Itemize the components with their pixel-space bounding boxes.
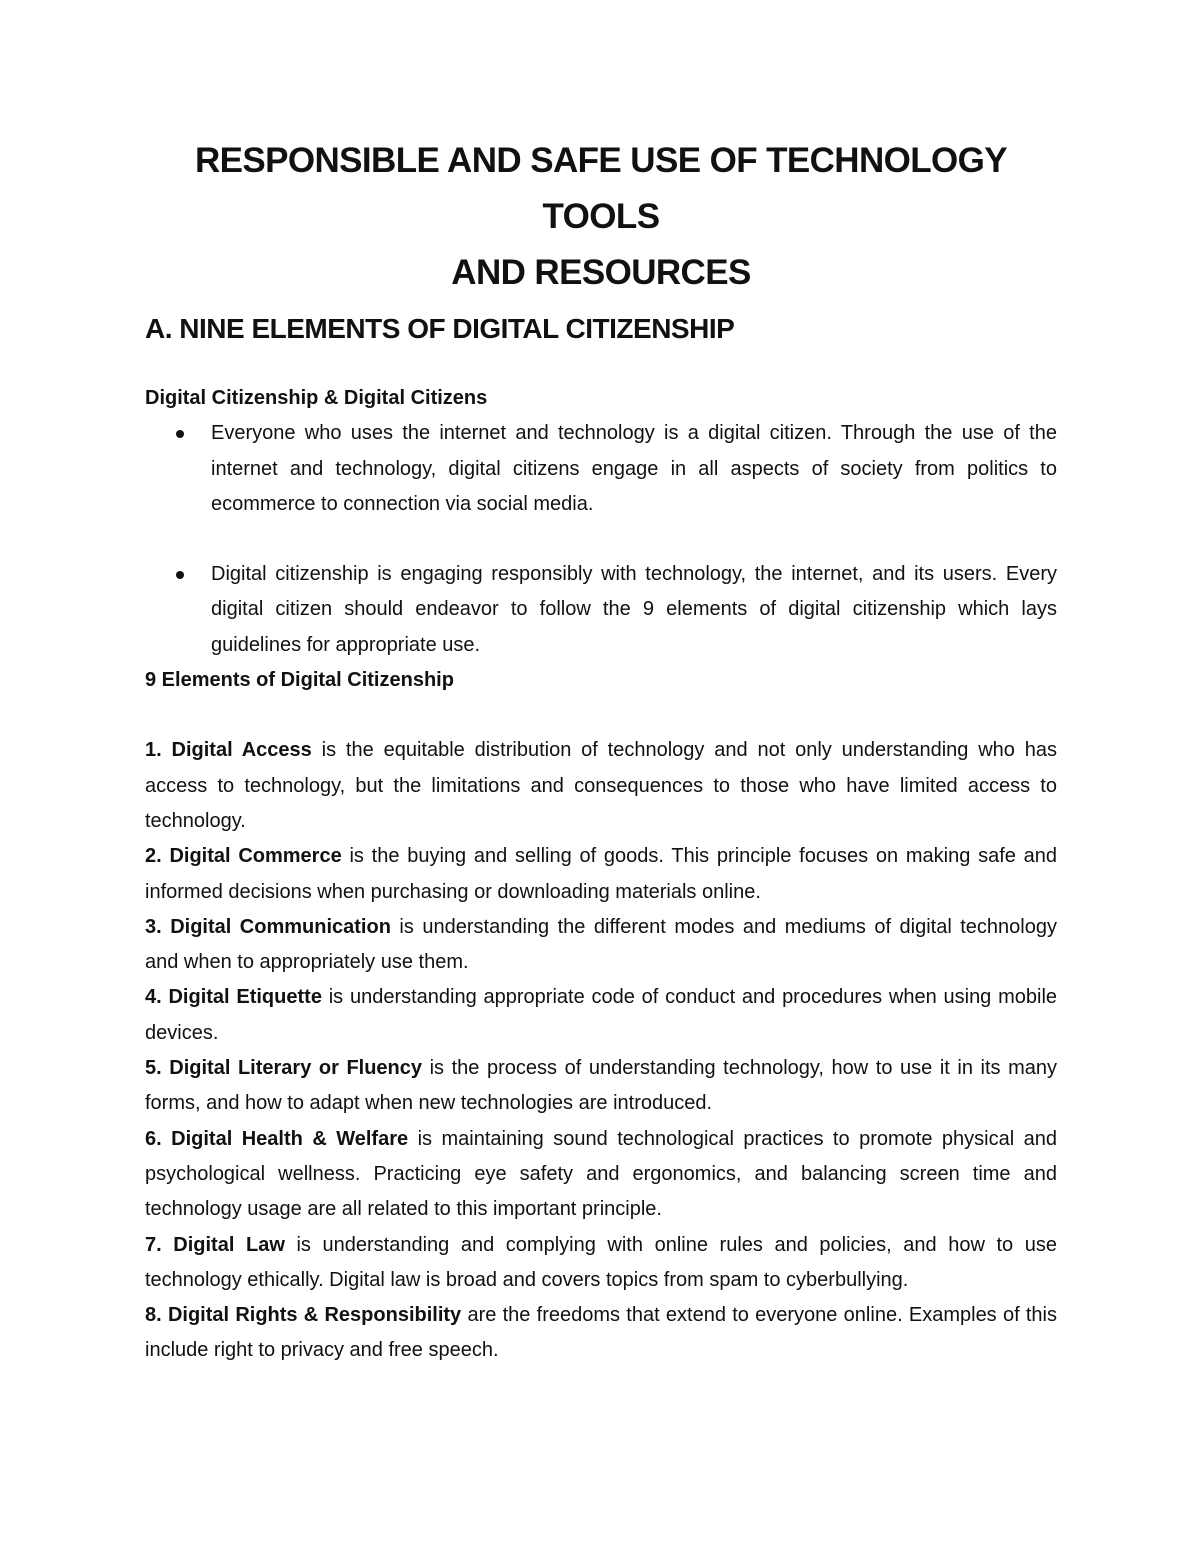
list-item (145, 733, 1057, 839)
list-item (145, 1228, 1057, 1299)
document-body (145, 381, 1057, 1369)
element-term: Digital Law (173, 1233, 285, 1256)
list-item (145, 416, 1057, 522)
title-line-2: AND RESOURCES (451, 253, 751, 292)
element-text: is understanding appropriate code of conduct and procedures when using mobile devices. (145, 986, 1058, 1044)
bullet-text: Everyone who uses the internet and technology is a digital citizen. Through the use of the internet and technology, digital citizens engage in all aspects of society from politics to ecommerce to connection via social media. (211, 422, 1057, 515)
bullet-text: Digital citizenship is engaging responsibly with technology, the internet, and its users. Every digital citizen should endeavor to follow the 9 elements of digital citizenship which lays guidelines for appropriate use. (211, 563, 1057, 656)
element-number: 2. (145, 845, 162, 868)
element-text: is the buying and selling of goods. This principle focuses on making safe and informed decisions when purchasing or downloading materials online. (145, 845, 1057, 903)
element-term: Digital Etiquette (168, 986, 322, 1009)
element-term: Digital Commerce (169, 845, 342, 868)
bullet-list (145, 416, 1057, 663)
document-title (145, 133, 1057, 301)
element-number: 3. (145, 915, 162, 938)
element-text: is understanding and complying with online rules and policies, and how to use technology ethically. Digital law is broad and covers topics from spam to cyberbullying. (145, 1233, 1057, 1291)
list-item (145, 980, 1057, 1051)
list-item (145, 557, 1057, 663)
list-item (145, 1051, 1057, 1122)
list-item (145, 910, 1057, 981)
element-term: Digital Communication (170, 915, 391, 938)
element-number: 8. (145, 1304, 162, 1327)
element-number: 5. (145, 1057, 162, 1080)
element-text: is the process of understanding technology, how to use it in its many forms, and how to adapt when new technologies are introduced. (145, 1057, 1058, 1115)
element-text: are the freedoms that extend to everyone online. Examples of this include right to privacy and free speech. (145, 1304, 1058, 1362)
element-text: is understanding the different modes and mediums of digital technology and when to appropriately use them. (145, 915, 1057, 974)
subheading: Digital Citizenship & Digital Citizens (145, 387, 488, 409)
element-term: Digital Access (171, 739, 312, 762)
element-text: is the equitable distribution of technology and not only understanding who has access to technology, but the limitations and consequences to those who have limited access to technology. (145, 739, 1057, 832)
list-item (145, 1298, 1057, 1369)
bullet-icon (176, 430, 184, 438)
title-line-1: RESPONSIBLE AND SAFE USE OF TECHNOLOGY TOOLS (194, 141, 1008, 236)
elements-list (145, 733, 1057, 1368)
section-heading: A. NINE ELEMENTS OF DIGITAL CITIZENSHIP (145, 313, 735, 344)
list-item (145, 1122, 1057, 1228)
element-number: 1. (145, 739, 162, 762)
element-term: Digital Literary or Fluency (169, 1057, 423, 1080)
element-term: Digital Health & Welfare (171, 1127, 409, 1150)
list-item (145, 839, 1057, 910)
element-text: is maintaining sound technological practices to promote physical and psychological wellness. Practicing eye safety and ergonomics, and balancing screen time and technology usage are all related to this important principle. (145, 1127, 1057, 1221)
element-number: 4. (145, 986, 162, 1009)
bullet-icon (176, 571, 184, 579)
element-term: Digital Rights & Responsibility (167, 1304, 462, 1327)
elements-heading: 9 Elements of Digital Citizenship (145, 669, 454, 692)
element-number: 6. (145, 1127, 162, 1150)
element-number: 7. (145, 1233, 162, 1256)
